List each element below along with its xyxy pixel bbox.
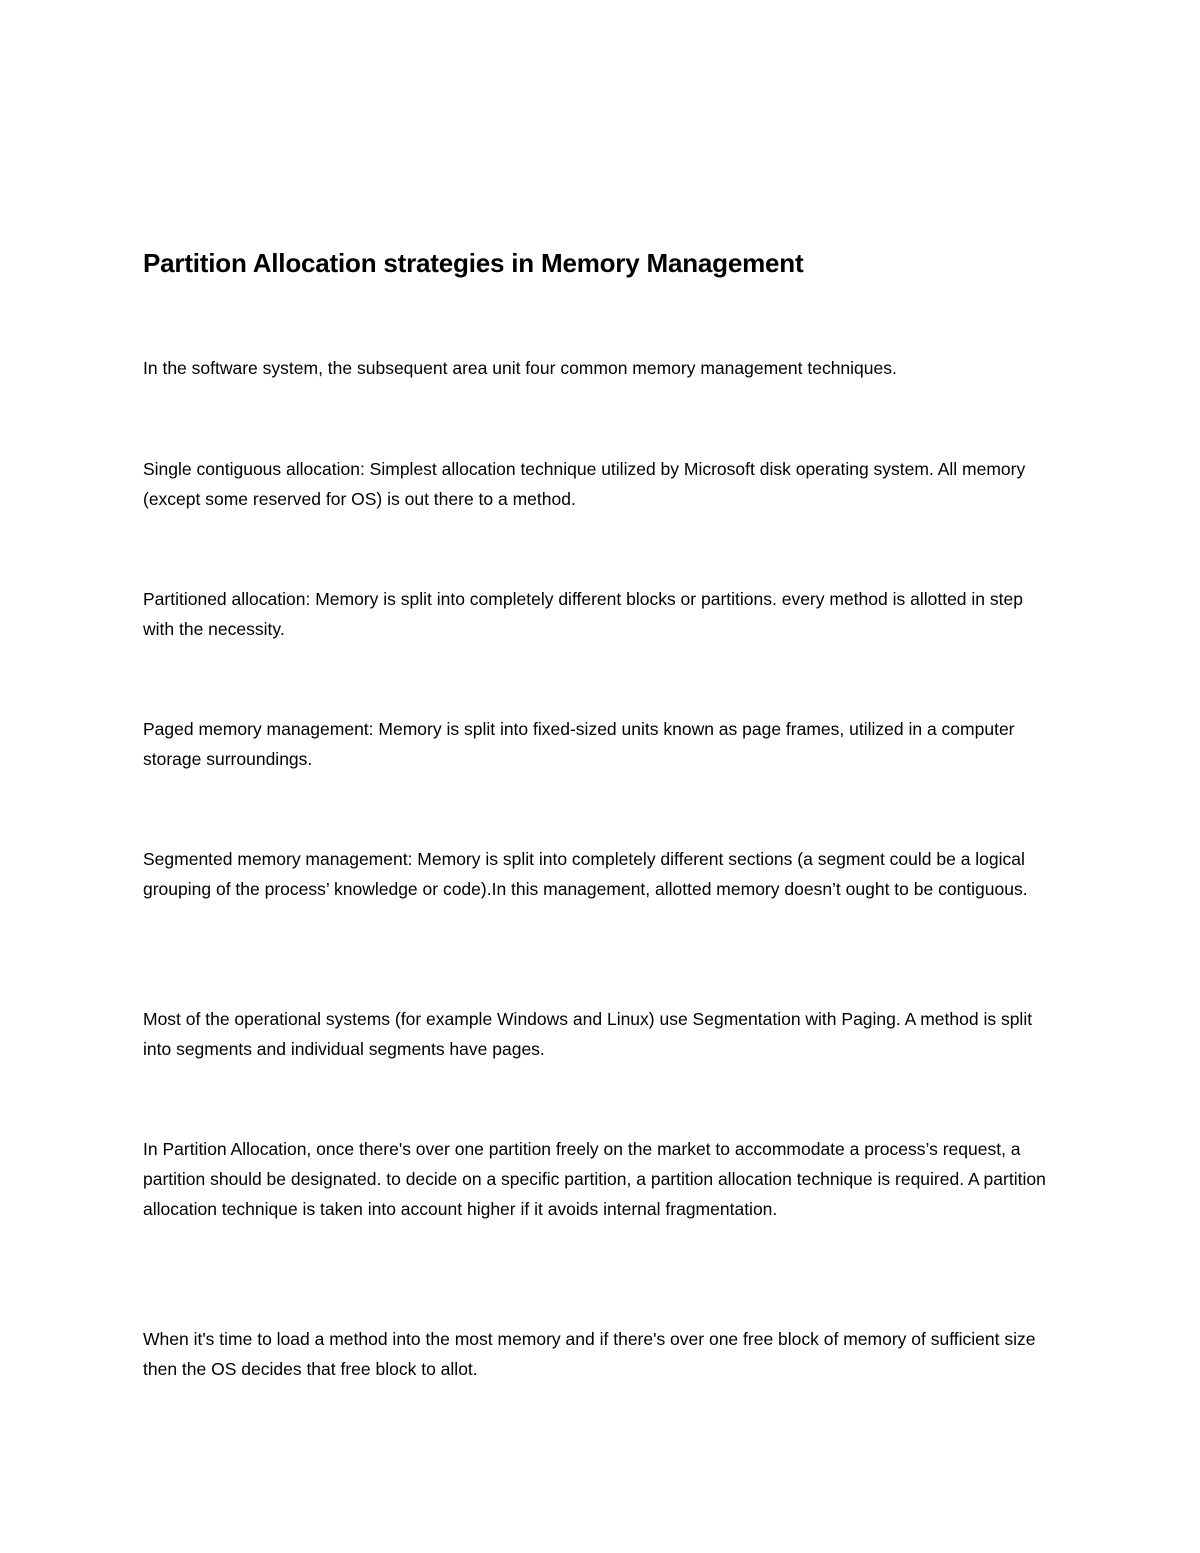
paragraph-partition-allocation: In Partition Allocation, once there's over one partition freely on the market to accommodate a process’s request, a partition should be designated. to decide on a specific partition, a partition allocation technique is required. A partition allocation technique is taken into account higher if it avoids internal fragmentation. [143,1139,1046,1219]
paragraph-segmented: Segmented memory management: Memory is split into completely different sections (a segment could be a logical grouping of the process’ knowledge or code).In this management, allotted memory doesn’t ought to be contiguous. [143,849,1028,899]
paragraph-single-contiguous: Single contiguous allocation: Simplest allocation technique utilized by Microsoft disk operating system. All memory (except some reserved for OS) is out there to a method. [143,459,1026,509]
paragraph-intro: In the software system, the subsequent area unit four common memory management techniques. [143,358,897,378]
paragraph-load-method: When it's time to load a method into the most memory and if there's over one free block of memory of sufficient size then the OS decides that free block to allot. [143,1329,1036,1379]
document-title: Partition Allocation strategies in Memory Management [143,248,804,278]
paragraph-paged: Paged memory management: Memory is split into fixed-sized units known as page frames, utilized in a computer storage surroundings. [143,719,1015,769]
paragraph-operational-systems: Most of the operational systems (for example Windows and Linux) use Segmentation with Paging. A method is split into segments and individual segments have pages. [143,1009,1033,1059]
paragraph-partitioned: Partitioned allocation: Memory is split into completely different blocks or partitions. every method is allotted in step with the necessity. [143,589,1023,639]
